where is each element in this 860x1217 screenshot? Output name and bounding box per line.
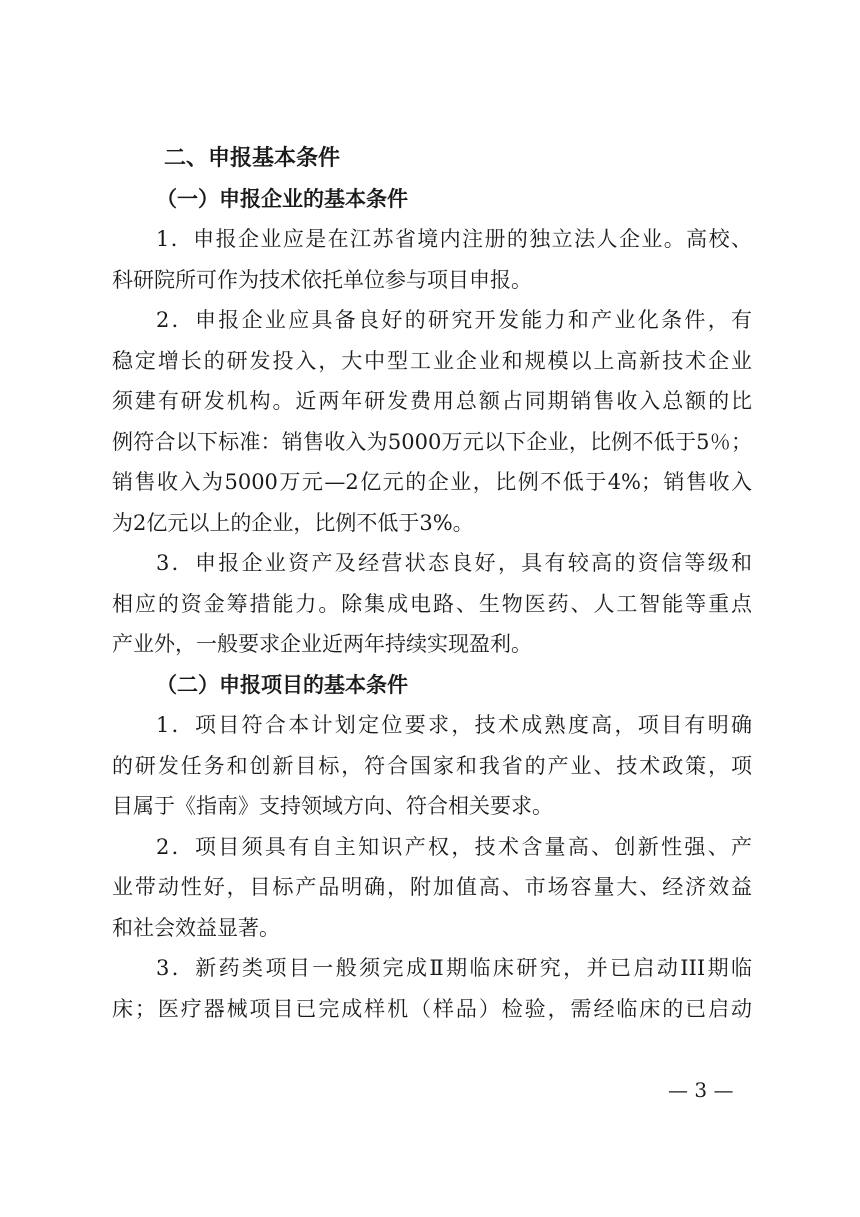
text-line: 例符合以下标准：销售收入为5000万元以下企业，比例不低于5％；	[112, 429, 752, 454]
text-line: 3．新药类项目一般须完成Ⅱ期临床研究，并已启动III期临	[156, 956, 752, 980]
paragraph-1-3	[112, 543, 752, 665]
text-line: 2．申报企业应具备良好的研究开发能力和产业化条件，有	[156, 308, 752, 332]
text-line: 相应的资金筹措能力。除集成电路、生物医药、人工智能等重点	[112, 591, 752, 616]
paragraph-2-2	[112, 827, 752, 949]
text-line: 床；医疗器械项目已完成样机（样品）检验，需经临床的已启动	[112, 996, 752, 1021]
text-line: 1．项目符合本计划定位要求，技术成熟度高，项目有明确	[156, 713, 752, 737]
text-line: 销售收入为5000万元—2亿元的企业，比例不低于4%；销售收入	[112, 470, 752, 494]
text-line: 的研发任务和创新目标，符合国家和我省的产业、技术政策，项	[112, 753, 752, 778]
paragraph-1-2	[112, 300, 752, 543]
text-line: 为2亿元以上的企业，比例不低于3%。	[112, 510, 474, 535]
paragraph-2-3	[112, 948, 752, 1029]
subsection-title-2: （二）申报项目的基本条件	[156, 671, 408, 697]
text-line: 须建有研发机构。近两年研发费用总额占同期销售收入总额的比	[112, 389, 752, 413]
document-body	[112, 138, 752, 1029]
text-line: 业带动性好，目标产品明确，附加值高、市场容量大、经济效益	[112, 875, 752, 899]
text-line: 和社会效益显著。	[112, 915, 280, 940]
text-line: 稳定增长的研发投入，大中型工业企业和规模以上高新技术企业	[112, 348, 752, 373]
text-line: 科研院所可作为技术依托单位参与项目申报。	[112, 267, 532, 292]
text-line: 产业外，一般要求企业近两年持续实现盈利。	[112, 632, 532, 656]
text-line: 3．申报企业资产及经营状态良好，具有较高的资信等级和	[156, 551, 752, 575]
subsection-title-1: （一）申报企业的基本条件	[156, 185, 408, 211]
text-line: 2．项目须具有自主知识产权，技术含量高、创新性强、产	[156, 834, 752, 859]
page-number: — 3 —	[668, 1078, 734, 1102]
paragraph-2-1	[112, 705, 752, 827]
paragraph-1-1	[112, 219, 752, 300]
text-line: 1．申报企业应是在江苏省境内注册的独立法人企业。高校、	[156, 227, 752, 251]
text-line: 目属于《指南》支持领域方向、符合相关要求。	[112, 794, 553, 818]
section-title: 二、申报基本条件	[164, 145, 341, 171]
